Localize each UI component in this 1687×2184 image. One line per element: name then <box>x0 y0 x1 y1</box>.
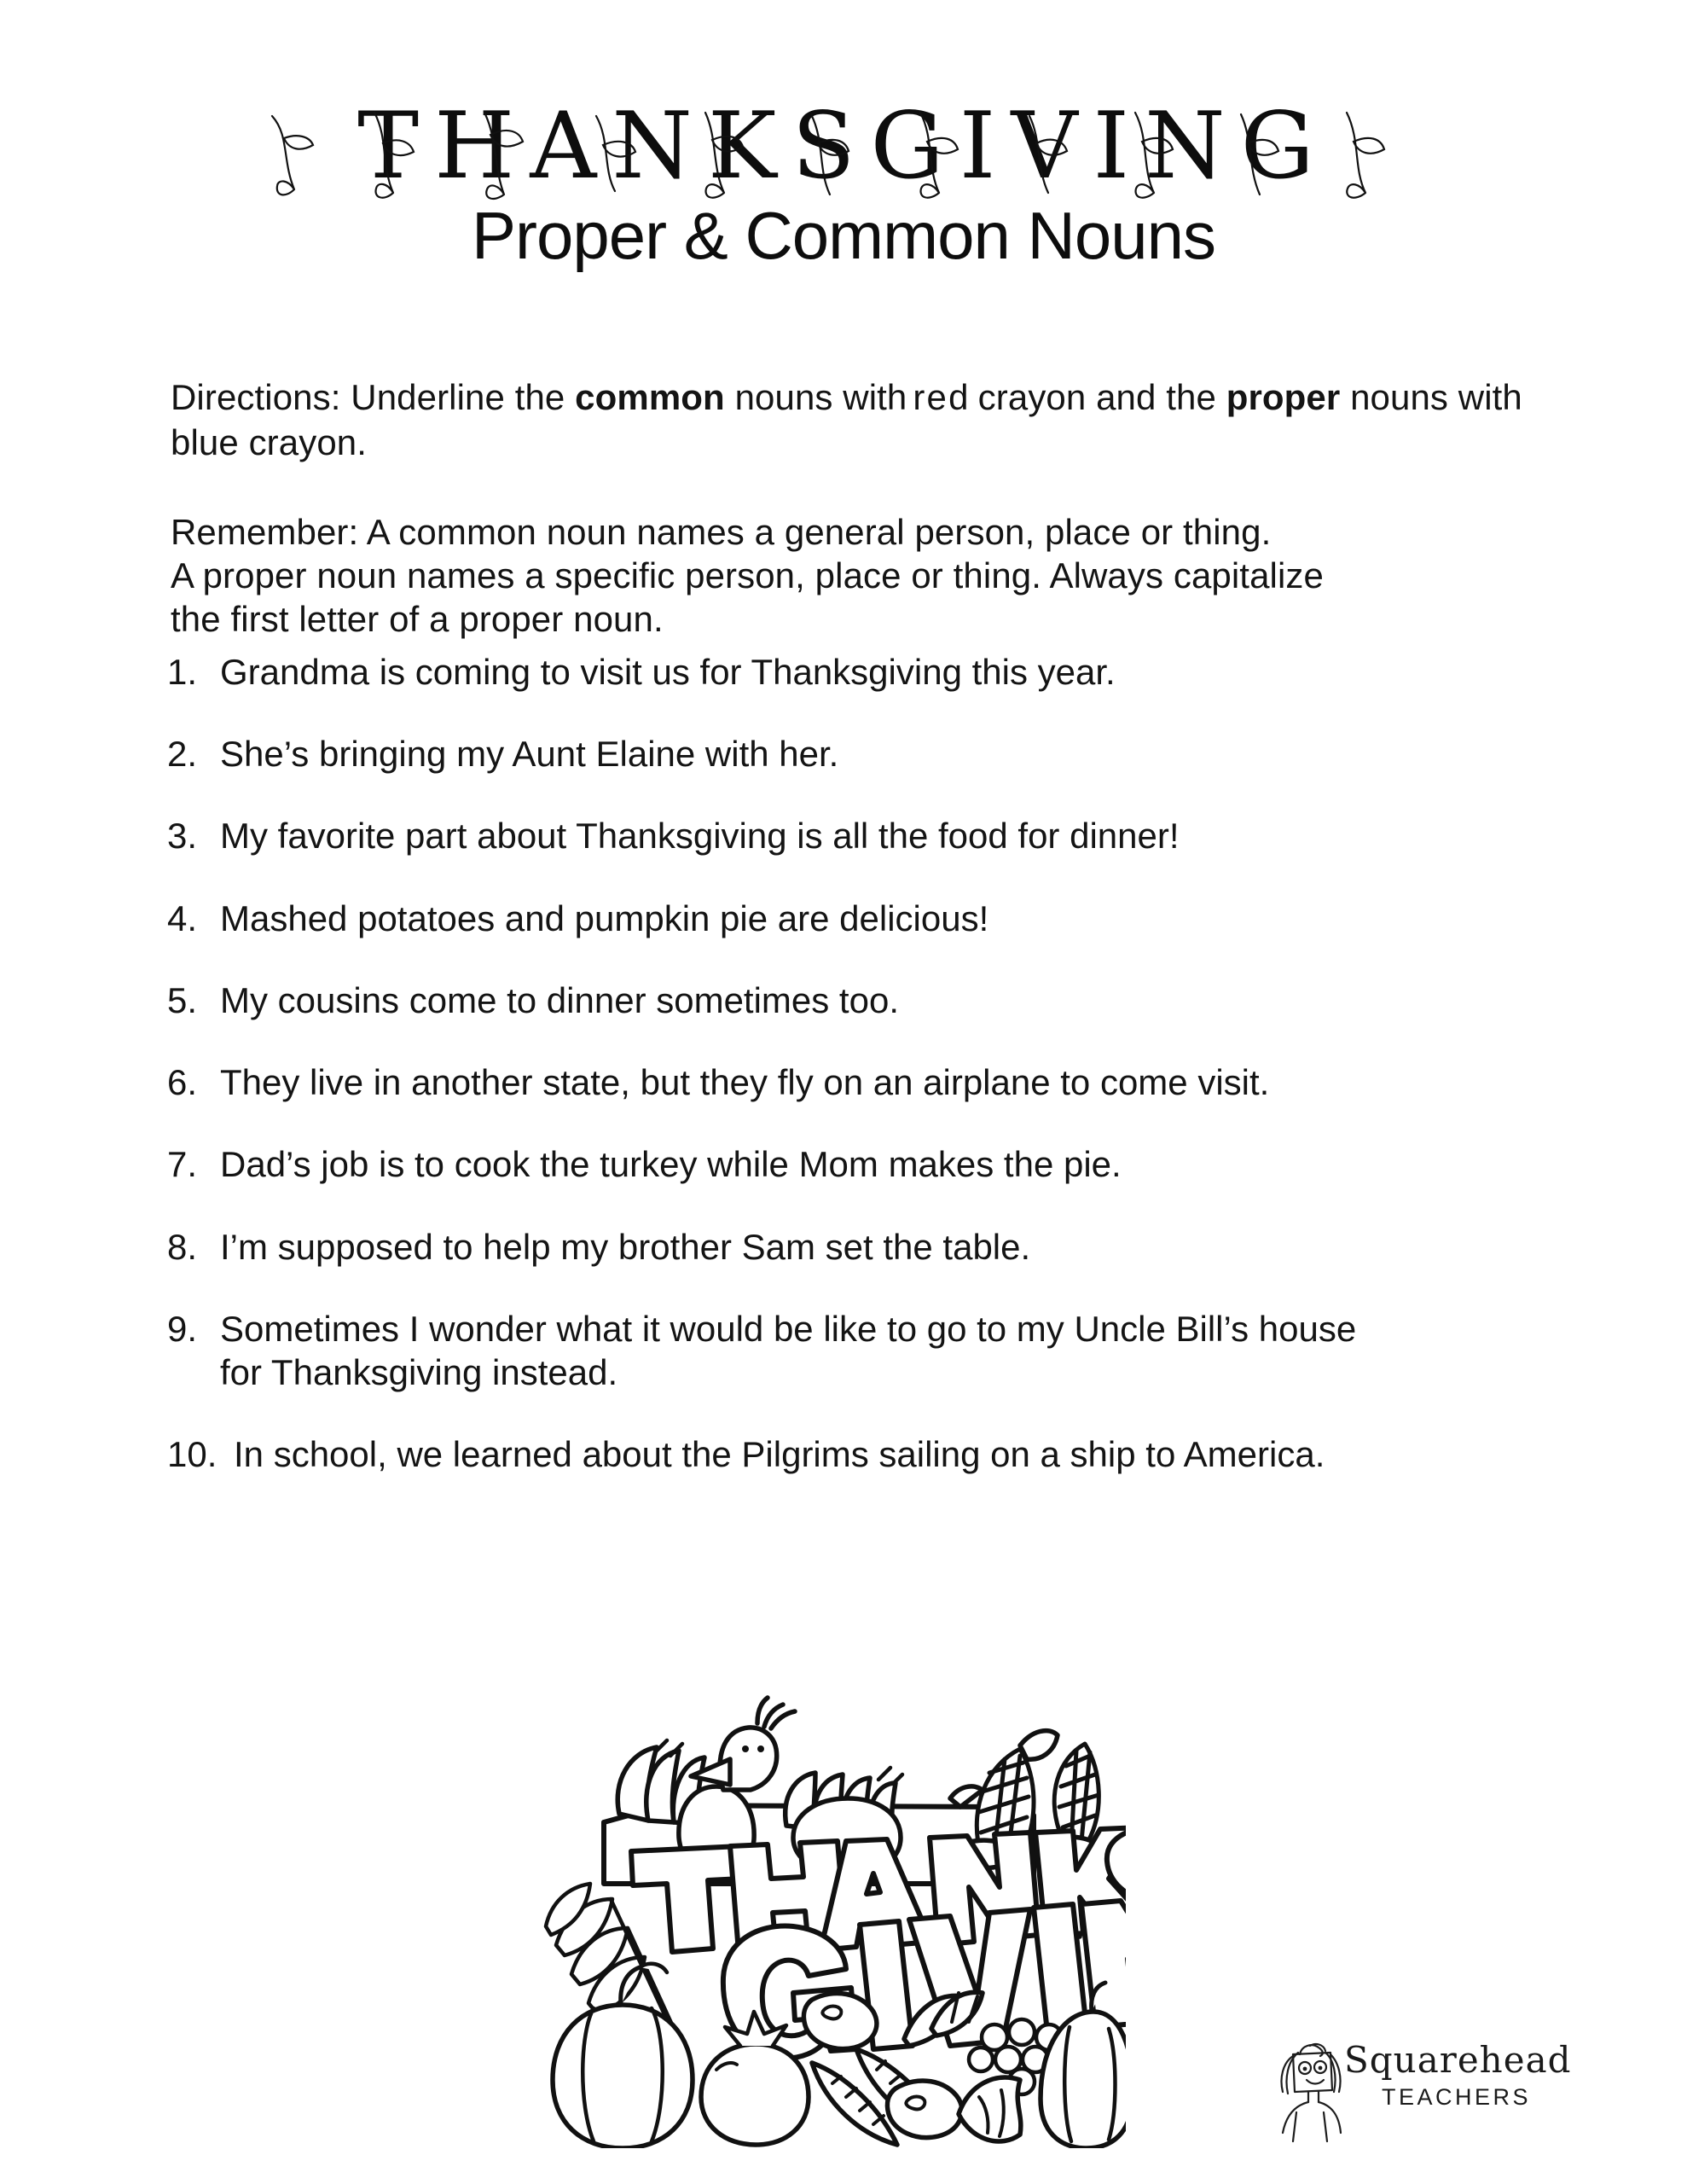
thanksgiving-clipart-image <box>512 1670 1126 2148</box>
list-item-text: I’m supposed to help my brother Sam set the table. <box>220 1226 1031 1267</box>
logo-text-block <box>1344 2039 1572 2110</box>
remember-line-2: A proper noun names a specific person, place or thing. Always capitalize <box>171 555 1324 596</box>
list-item[interactable] <box>167 1307 1600 1394</box>
decorative-title-thanksgiving: THANKSGIVING <box>357 93 1330 200</box>
directions-lead: Directions: Underline the <box>171 377 576 417</box>
list-item-line-1: Sometimes I wonder what it would be like to go to my Uncle Bill’s house <box>220 1308 1357 1349</box>
list-item-text: Dad’s job is to cook the turkey while Mom makes the pie. <box>220 1144 1122 1185</box>
list-item-text <box>220 1307 1600 1394</box>
squarehead-teachers-logo <box>1271 2041 1586 2152</box>
list-item-number: 6. <box>167 1062 198 1103</box>
remember-line-3: the first letter of a proper noun. <box>171 599 664 640</box>
directions-paragraph <box>171 375 1569 466</box>
instructions-block <box>171 375 1569 647</box>
list-item[interactable] <box>167 897 1600 940</box>
list-item-number: 7. <box>167 1144 198 1185</box>
list-item-number: 10. <box>167 1434 217 1475</box>
list-item-text: Grandma is coming to visit us for Thanksgiving this year. <box>220 652 1116 692</box>
sentence-list <box>167 650 1600 1515</box>
list-item[interactable] <box>167 732 1600 775</box>
list-item-number: 3. <box>167 816 198 857</box>
list-item-text: Mashed potatoes and pumpkin pie are delicious! <box>220 897 989 938</box>
list-item[interactable] <box>167 1225 1600 1269</box>
directions-common-bold: common <box>575 377 725 417</box>
list-item-number: 4. <box>167 897 198 938</box>
list-item-text: They live in another state, but they fly on an airplane to come visit. <box>220 1062 1270 1103</box>
list-item-number: 1. <box>167 652 198 692</box>
list-item[interactable] <box>167 1142 1600 1186</box>
list-item-number: 5. <box>167 979 198 1020</box>
logo-brand-name: Squarehead <box>1344 2039 1572 2081</box>
list-item-text: My favorite part about Thanksgiving is all the food for dinner! <box>220 816 1180 857</box>
page-subtitle: Proper & Common Nouns <box>471 198 1216 273</box>
list-item[interactable] <box>167 1432 1600 1476</box>
list-item[interactable] <box>167 1060 1600 1104</box>
directions-mid: nouns with <box>724 377 907 417</box>
remember-paragraph <box>171 510 1569 642</box>
list-item-text: In school, we learned about the Pilgrims sailing on a ship to America. <box>234 1434 1325 1475</box>
list-item-text: She’s bringing my Aunt Elaine with her. <box>220 734 839 775</box>
squarehead-person-icon <box>1271 2041 1349 2143</box>
list-item[interactable] <box>167 979 1600 1022</box>
page-title <box>0 93 1687 273</box>
list-item-number: 2. <box>167 734 198 775</box>
list-item-line-2: for Thanksgiving instead. <box>220 1352 618 1393</box>
directions-tail: crayon and the <box>977 377 1226 417</box>
remember-line-1: Remember: A common noun names a general person, place or thing. <box>171 511 1272 552</box>
directions-proper-bold: proper <box>1226 377 1341 417</box>
list-item-text: My cousins come to dinner sometimes too. <box>220 979 899 1020</box>
list-item-number: 9. <box>167 1308 198 1349</box>
directions-red-word: red <box>913 377 971 417</box>
list-item[interactable] <box>167 814 1600 857</box>
logo-brand-subtitle: TEACHERS <box>1382 2084 1532 2110</box>
list-item-number: 8. <box>167 1226 198 1267</box>
list-item[interactable] <box>167 650 1600 694</box>
directions-end: nouns with blue crayon. <box>171 377 1522 462</box>
